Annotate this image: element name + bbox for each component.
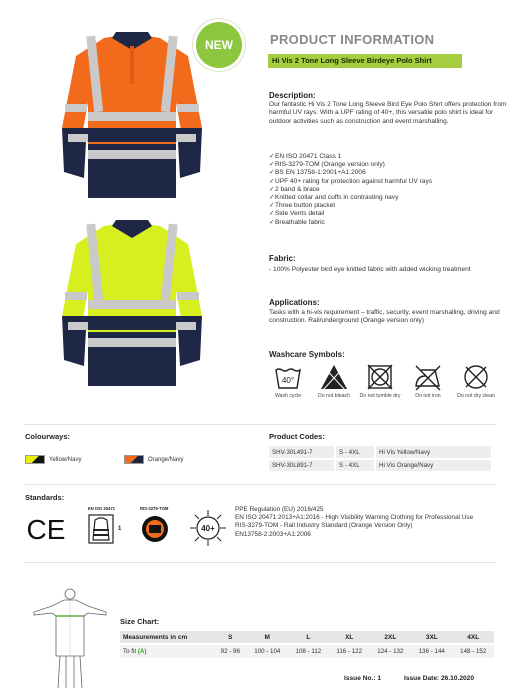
table-row: To fit (A) 92 - 96 100 - 104 108 - 112 116 - 122 124 - 132 136 - 144 148 - 152	[120, 644, 494, 658]
check-icon: ✓	[269, 177, 275, 185]
svg-text:CE: CE	[26, 514, 66, 544]
description-heading: Description:	[269, 91, 316, 100]
new-badge: NEW	[196, 22, 242, 68]
no-dry-clean-symbol: Do not dry clean	[454, 362, 498, 399]
list-item: ✓Side Vents detail	[269, 210, 325, 218]
table-row: SHV-30L891-7 S - 4XL Hi Vis Orange/Navy	[269, 459, 492, 472]
svg-text:40+: 40+	[201, 524, 215, 533]
yellow-polo-image	[52, 220, 212, 390]
no-tumble-dry-symbol: Do not tumble dry	[358, 362, 402, 399]
no-dry-clean-icon	[461, 362, 491, 392]
ce-mark-icon	[26, 514, 66, 544]
list-item: ✓Knitted collar and cuffs in contrasting navy	[269, 194, 399, 202]
standard-line: PPE Regulation (EU) 2016/425	[235, 506, 324, 513]
colourway-orange-navy: Orange/Navy	[124, 455, 183, 464]
applications-text: Tasks with a hi-vis requirement – traffic, security, event marshalling, driving and construction. Rail/underground (Orange version only)	[269, 309, 500, 325]
rail-standard-icon	[140, 514, 170, 544]
standards-heading: Standards:	[25, 493, 65, 502]
list-item: ✓RIS-3279-TOM (Orange version only)	[269, 161, 385, 169]
size-guide-figure	[30, 586, 110, 690]
orange-polo-image	[52, 32, 212, 202]
standard-line: EN13758-2:2003+A1:2006	[235, 530, 311, 538]
list-item: ✓2 band & brace	[269, 185, 320, 193]
fabric-text: - 100% Polyester bird eye knitted fabric with added wicking treatment	[269, 266, 471, 273]
no-iron-icon	[413, 362, 443, 392]
no-tumble-dry-icon	[365, 362, 395, 392]
en-class-number: 1	[118, 526, 122, 532]
uv-protection-icon	[188, 508, 228, 548]
list-item: ✓Breathable fabric	[269, 218, 325, 226]
ris-label: RIS-3279-TOM	[140, 506, 169, 511]
table-row: SHV-30L491-7 S - 4XL Hi Vis Yellow/Navy	[269, 446, 492, 459]
divider	[24, 562, 496, 563]
fabric-heading: Fabric:	[269, 254, 296, 263]
check-icon: ✓	[269, 202, 275, 210]
wash-tub-icon	[273, 362, 303, 392]
check-icon: ✓	[269, 153, 275, 160]
description-text: Our fantastic Hi Vis 2 Tone Long Sleeve Bird Eye Polo Shirt offers protection from harmful UV rays. With a UPF rating of 40+, this versatile polo shirt is ideal for outdoor activities such as construction and event marshalling.	[269, 101, 507, 125]
list-item: ✓BS EN 13758-1:2001+A1:2006	[269, 169, 366, 177]
svg-text:40°: 40°	[281, 376, 295, 385]
washcare-symbols	[266, 362, 506, 416]
product-codes-table	[269, 446, 493, 473]
page-title: PRODUCT INFORMATION	[270, 32, 435, 47]
hi-vis-jacket-icon	[88, 514, 114, 544]
feature-list	[269, 153, 509, 227]
issue-number: Issue No.: 1	[344, 675, 382, 682]
divider	[24, 424, 496, 425]
washcare-heading: Washcare Symbols:	[269, 350, 345, 359]
measurement-marker: (A)	[137, 648, 147, 655]
en-iso-label: EN ISO 20471	[88, 506, 116, 511]
no-iron-symbol: Do not iron	[406, 362, 450, 399]
applications-heading: Applications:	[269, 298, 320, 307]
check-icon: ✓	[269, 218, 275, 226]
table-row: Measurements in cm S M L XL 2XL 3XL 4XL	[120, 631, 494, 644]
list-item: ✓EN ISO 20471 Class 1	[269, 153, 342, 160]
check-icon: ✓	[269, 161, 275, 169]
check-icon: ✓	[269, 210, 275, 218]
check-icon: ✓	[269, 169, 275, 177]
size-chart-heading: Size Chart:	[120, 617, 160, 626]
product-codes-heading: Product Codes:	[269, 432, 325, 441]
issue-date: Issue Date: 26.10.2020	[404, 675, 475, 682]
standard-line: RIS-3279-TOM - Rail Industry Standard (Orange Version Only)	[235, 522, 413, 530]
wash-cycle-symbol: 40° Wash cycle	[266, 362, 310, 399]
colourways-heading: Colourways:	[25, 432, 71, 441]
size-chart-table	[120, 631, 494, 658]
list-item: ✓UPF 40+ rating for protection against harmful UV rays	[269, 177, 433, 185]
yellow-navy-swatch	[25, 455, 45, 464]
list-item: ✓Three button placket	[269, 202, 336, 210]
standards-list	[235, 506, 510, 539]
standard-line: EN ISO 20471:2013+A1:2016 - High Visibility Warning Clothing for Professional Use	[235, 514, 474, 522]
check-icon: ✓	[269, 194, 275, 202]
product-name-bar: Hi Vis 2 Tone Long Sleeve Birdeye Polo Shirt	[268, 54, 462, 68]
no-bleach-symbol: Do not bleach	[312, 362, 356, 399]
no-bleach-icon	[319, 362, 349, 392]
orange-navy-swatch	[124, 455, 144, 464]
colourway-yellow-navy: Yellow/Navy	[25, 455, 81, 464]
divider	[24, 484, 496, 485]
check-icon: ✓	[269, 185, 275, 193]
